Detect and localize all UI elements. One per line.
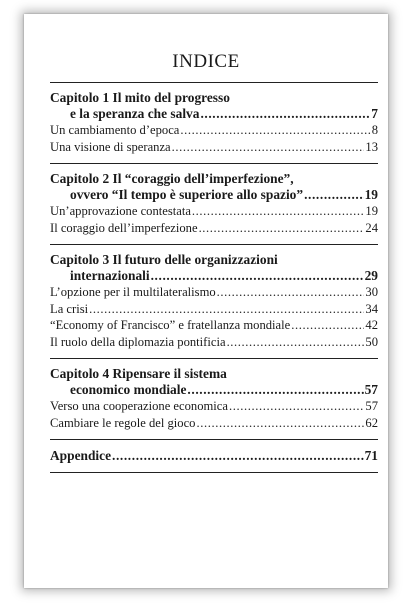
chapter-3-page: 29 [364, 268, 378, 283]
entry-label: Cambiare le regole del gioco [50, 415, 196, 430]
chapter-3-title-continued[interactable] [50, 268, 378, 284]
page-title: INDICE [172, 51, 240, 72]
entry-label: Un’approvazione contestata [50, 204, 191, 218]
entry-label: Il coraggio dell’imperfezione [50, 220, 198, 235]
toc-entry[interactable] [50, 398, 378, 415]
dot-leader [196, 415, 364, 432]
appendix-label: Appendice [50, 448, 112, 463]
dot-leader [229, 398, 364, 415]
entry-label: La crisi [50, 301, 89, 316]
chapter-4-section [50, 359, 378, 439]
chapter-1-title: Capitolo 1 Il mito del progresso [50, 90, 230, 105]
chapter-2-title: Capitolo 2 Il “coraggio dell’imperfezione”, [50, 171, 294, 186]
entry-page: 24 [365, 220, 378, 235]
entry-label: Verso una cooperazione economica [50, 399, 228, 413]
entry-label: Una visione di speranza [50, 139, 171, 154]
entry-page: 50 [365, 334, 378, 349]
chapter-1-title-continued[interactable] [50, 106, 378, 122]
book-page [24, 14, 388, 588]
toc-entry[interactable] [50, 122, 378, 139]
chapter-4-page: 57 [364, 382, 378, 397]
dot-leader [291, 317, 364, 334]
toc-entry[interactable] [50, 317, 378, 334]
entry-page: 30 [365, 285, 378, 299]
entry-label: L’opzione per il multilateralismo [50, 285, 216, 299]
dot-leader [227, 334, 365, 351]
entry-page: 8 [371, 123, 378, 137]
toc-entry[interactable] [50, 139, 378, 156]
chapter-2-section [50, 164, 378, 244]
divider [50, 472, 378, 473]
chapter-2-title-continued[interactable] [50, 187, 378, 203]
table-of-contents [50, 82, 378, 473]
dot-leader [304, 187, 364, 203]
chapter-3-section [50, 245, 378, 358]
dot-leader [112, 448, 364, 464]
dot-leader [151, 268, 364, 284]
dot-leader [192, 203, 364, 220]
chapter-1-page: 7 [371, 106, 378, 121]
dot-leader [200, 106, 370, 122]
entry-label: “Economy of Francisco” e fratellanza mondiale [50, 318, 291, 332]
dot-leader [89, 301, 364, 318]
entry-label: Un cambiamento d’epoca [50, 123, 180, 137]
appendix-page: 71 [364, 448, 378, 463]
chapter-4-title-continued[interactable] [50, 382, 378, 398]
chapter-1-subtitle: e la speranza che salva [70, 106, 200, 121]
appendix-entry[interactable] [50, 440, 378, 472]
chapter-1-section [50, 83, 378, 163]
toc-entry[interactable] [50, 220, 378, 237]
chapter-4-subtitle: economico mondiale [70, 382, 187, 397]
entry-page: 62 [365, 415, 378, 430]
entry-page: 13 [365, 139, 378, 154]
chapter-2-subtitle: ovvero “Il tempo è superiore allo spazio” [70, 187, 304, 202]
dot-leader [187, 382, 363, 398]
entry-page: 34 [365, 301, 378, 316]
chapter-2-page: 19 [364, 187, 378, 202]
dot-leader [172, 139, 365, 156]
chapter-3-subtitle: internazionali [70, 268, 150, 283]
chapter-3-title: Capitolo 3 Il futuro delle organizzazioni [50, 252, 278, 267]
toc-entry[interactable] [50, 301, 378, 318]
chapter-4-title: Capitolo 4 Ripensare il sistema [50, 366, 227, 381]
entry-label: Il ruolo della diplomazia pontificia [50, 334, 226, 349]
toc-entry[interactable] [50, 415, 378, 432]
dot-leader [180, 122, 370, 139]
entry-page: 19 [365, 204, 378, 218]
dot-leader [199, 220, 365, 237]
dot-leader [217, 284, 365, 301]
toc-entry[interactable] [50, 334, 378, 351]
toc-entry[interactable] [50, 203, 378, 220]
toc-entry[interactable] [50, 284, 378, 301]
entry-page: 57 [365, 399, 378, 413]
entry-page: 42 [365, 318, 378, 332]
